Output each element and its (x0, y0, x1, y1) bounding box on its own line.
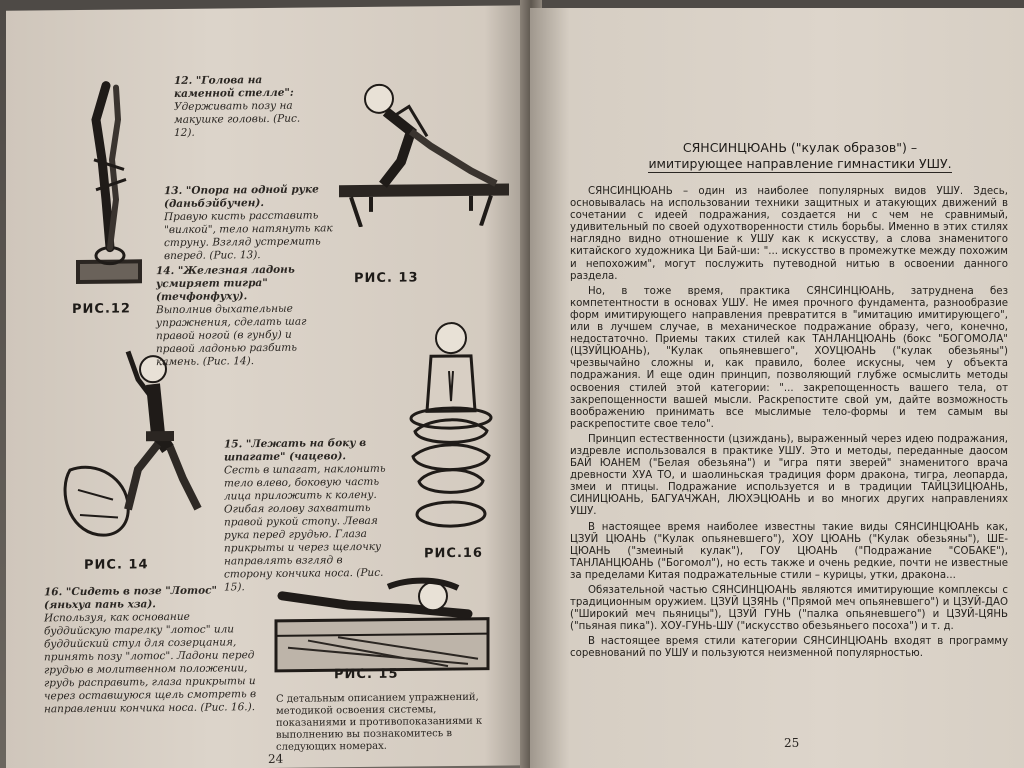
page-number-right: 25 (784, 736, 800, 750)
exercise-16-body: Используя, как основание буддийскую тарелку "лотос" или буддийский стул для созерцания, принять позу "лотос". Ладони перед грудью в молитвенном положении, грудь расправить, глаза прикрыты и через оставшуюся щель смотреть в направлении кончика носа. (Рис. 16.). (44, 610, 257, 716)
figure-14-iron-palm (58, 339, 213, 551)
paragraph-5: Обязательной частью СЯНСИНЦЮАНЬ являются имитирующие комплексы с традиционным оружием. ЦЗУЙ ЦЗЯНЬ ("Прямой меч опьяневшего") и ЦЗУЙ-ДАО ("Широкий меч пьяницы"), ЦЗУЙ ГУНЬ ("палка опьяневшего") и ЦЗУЙ-ЦЯНЬ ("пьяная пика"). ХОУ-ГУНЬ-ШУ ("искусство обезьяньего посоха") и т. д. (570, 585, 1008, 633)
caption-fig-16: РИС.16 (424, 545, 483, 562)
paragraph-6: В настоящее время стили категории СЯНСИНЦЮАНЬ входят в программу соревнований по УШУ и пользуются неизменной популярностью. (570, 636, 1008, 660)
exercise-14-body: Выполнив дыхательные упражнения, сделать шаг правой ногой (в гунбу) и правой ладонью разбить камень. (Рис. 14). (156, 302, 307, 369)
figure-16-lotus (401, 316, 501, 542)
footer-note: С детальным описанием упражнений, методикой освоения системы, показаниями и противопоказаниями к выполнению вы познакомитесь в следующих номерах. (276, 691, 483, 753)
page-number-left: 24 (268, 751, 284, 766)
article-title (620, 140, 980, 173)
paragraph-1: СЯНСИНЦЮАНЬ – один из наиболее популярных видов УШУ. Здесь, основывалась на использовании техники защитных и атакующих движений в сочетании с идеей подражания, создается ни с чем не сравнимый, удивительный по своей одухотворенности стиль борьбы. Именно в этих стилях наглядно видно отношение к УШУ как к искусству, а слова знаменитого китайского художника Ци Бай-ши: "... искусство в промежутке между похожим и непохожим", могут послужить путеводной нитью в освоении данного раздела. (570, 186, 1008, 282)
caption-fig-12: РИС.12 (72, 301, 131, 318)
exercise-12 (174, 74, 304, 140)
exercise-14-heading: 14. "Железная ладонь усмиряет тигра" (течфонфуху). (156, 263, 295, 304)
article-body (570, 186, 1008, 664)
exercise-12-heading: 12. "Голова на каменной стелле": (174, 74, 294, 100)
paragraph-3: Принцип естественности (цзиждань), выраженный через идею подражания, издревле использовался в практике УШУ. Это и методы, переданные даосом БАЙ ЮАНЕМ ("Белая обезьяна") и "игра пяти зверей" знаменитого врача древности ХУА ТО, и шаолиньская традиция форм дракона, тигра, леопарда, змеи и птицы. Подражание используется и в традиции ТАЙЦЗИЦЮАНЬ, СИНИЦЮАНЬ, БАГУАЧЖАН, ЛЮХЭЦЮАНЬ и во многих других направлениях УШУ. (570, 433, 1008, 518)
paragraph-2: Но, в тоже время, практика СЯНСИНЦЮАНЬ, затруднена без компетентности в основах УШУ. Не имея прочного фундамента, разнообразие форм имитирующего направления превратится в "имитацию имитирующего", или в лучшем случае, в механическое подражание образу, чего, конечно, недостаточно. Приемы таких стилей как ТАНЛАНЦЮАНЬ (бокс "БОГОМОЛА" (ЦЗУЙЦЮАНЬ), "Кулак опьяневшего", ХОУЦЮАНЬ ("кулак обезьяны") чрезвычайно сложны и, как правило, более искусны, чем у объекта подражания. И еще один принцип, позволяющий глубже осмыслить методы освоения стилей этой категории: "... закрепощенность вашего тела, от закрепощенности вашей мысли. Раскрепостите свой ум, дайте возможность воображению принимать все мыслимые тело-формы и тем самым вы раскрепостите свое тело". (570, 285, 1008, 430)
caption-fig-13: РИС. 13 (354, 270, 419, 287)
caption-fig-15: РИС. 15 (334, 666, 399, 683)
figure-13-one-arm (331, 75, 516, 227)
article-title-line-1: СЯНСИНЦЮАНЬ ("кулак образов") – (682, 140, 918, 155)
exercise-13 (164, 183, 334, 263)
article-title-line-2: имитирующее направление гимнастики УШУ. (648, 156, 952, 171)
exercise-13-body: Правую кисть расставить "вилкой", тело натянуть как струну. Взгляд устремить вперед. (Рис. 13). (164, 209, 333, 263)
caption-fig-14: РИС. 14 (84, 557, 149, 573)
right-page (530, 8, 1024, 768)
exercise-16-heading: 16. "Сидеть в позе "Лотос" (яньхуа пань хза). (44, 584, 218, 612)
exercise-14 (156, 263, 331, 369)
exercise-16 (44, 584, 259, 716)
exercise-15 (224, 437, 394, 595)
exercise-12-body: Удерживать позу на макушке головы. (Рис. 12). (174, 99, 301, 139)
left-page (6, 5, 526, 768)
exercise-15-heading: 15. "Лежать на боку в шпагате" (чацево). (224, 436, 367, 464)
exercise-13-heading: 13. "Опора на одной руке (даньбэйбучен). (164, 183, 319, 211)
paragraph-4: В настоящее время наиболее известны такие виды СЯНСИНЦЮАНЬ как, ЦЗУЙ ЦЮАНЬ ("Кулак опьяневшего"), ХОУ ЦЮАНЬ ("Кулак обезьяны"), ШЕ-ЦЮАНЬ ("змеиный кулак"), ГОУ ЦЮАНЬ ("Подражание "СОБАКЕ"), ТАНЛАНЦЮАНЬ ("Богомол"), но есть также и очень редкие, почти не известные за пределами Китая подражательные стили – курицы, утки, дракона... (570, 521, 1008, 581)
figure-12-headstand (66, 79, 156, 300)
exercise-15-body: Сесть в шпагат, наклонить тело влево, боковую часть лица приложить к колену. Огибая голову захватить правой рукой стопу. Левая рука перед грудью. Глаза прикрыты и через щелочку направлять взгляд в сторону кончика носа. (Рис. 15). (224, 462, 386, 594)
